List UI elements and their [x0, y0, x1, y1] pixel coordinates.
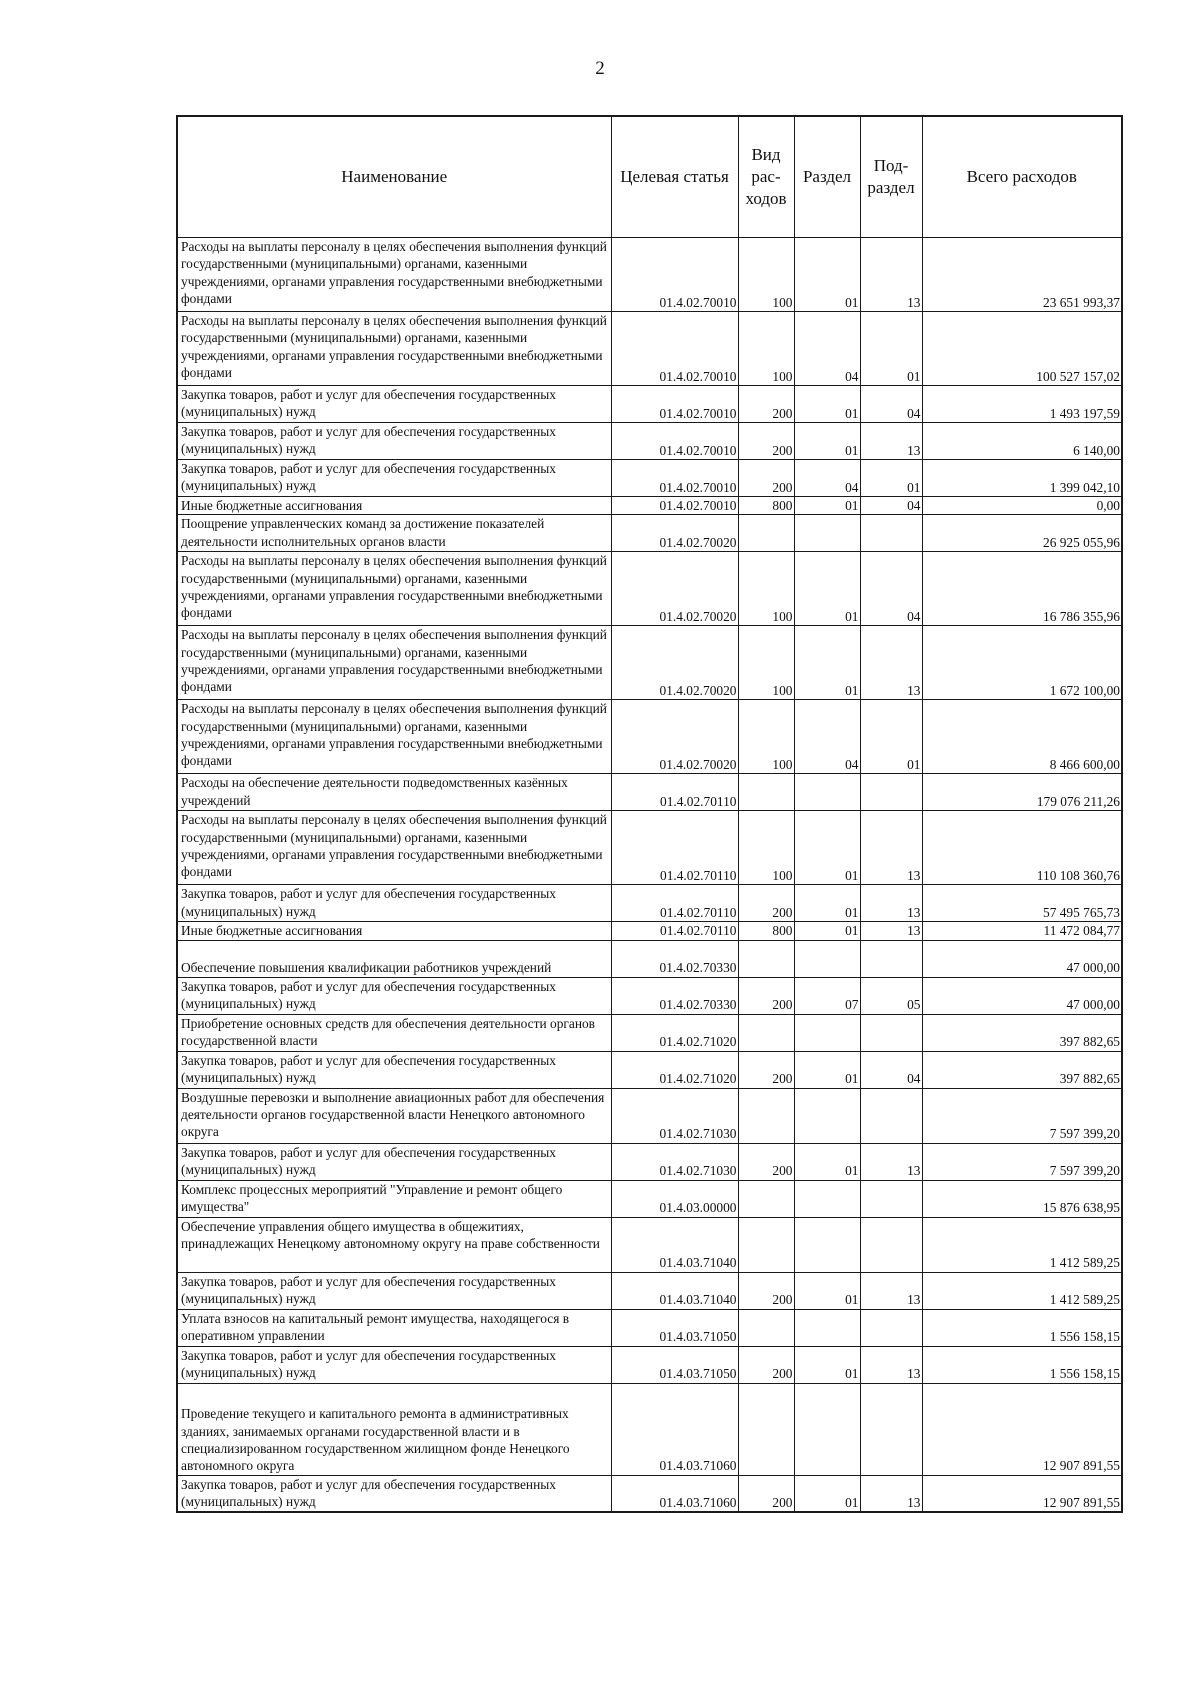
row-expense-kind	[738, 774, 794, 811]
row-total: 11 472 084,77	[922, 922, 1122, 940]
row-expense-kind	[738, 940, 794, 977]
header-row	[177, 116, 1122, 238]
table-row	[177, 386, 1122, 423]
header-total: Всего расходов	[922, 116, 1122, 238]
row-subsection: 04	[860, 552, 922, 626]
row-name: Расходы на выплаты персоналу в целях обеспечения выполнения функций государственными (муниципальными) органами, казенными учреждениями, органами управления государственными внебюджетными фондами	[177, 238, 611, 312]
row-expense-kind: 200	[738, 1475, 794, 1512]
row-name: Закупка товаров, работ и услуг для обеспечения государственных (муниципальных) нужд	[177, 1475, 611, 1512]
row-subsection: 13	[860, 238, 922, 312]
row-expense-kind: 200	[738, 885, 794, 922]
row-subsection: 13	[860, 922, 922, 940]
row-section: 04	[794, 700, 860, 774]
row-target-article: 01.4.03.71040	[611, 1217, 738, 1272]
row-section: 01	[794, 811, 860, 885]
row-subsection: 13	[860, 626, 922, 700]
row-name: Закупка товаров, работ и услуг для обеспечения государственных (муниципальных) нужд	[177, 1346, 611, 1383]
row-total: 179 076 211,26	[922, 774, 1122, 811]
table-row	[177, 238, 1122, 312]
row-target-article: 01.4.02.71030	[611, 1088, 738, 1143]
row-total: 6 140,00	[922, 423, 1122, 460]
row-name: Закупка товаров, работ и услуг для обеспечения государственных (муниципальных) нужд	[177, 1051, 611, 1088]
row-target-article: 01.4.03.71040	[611, 1272, 738, 1309]
row-name: Закупка товаров, работ и услуг для обеспечения государственных (муниципальных) нужд	[177, 977, 611, 1014]
table-row	[177, 1051, 1122, 1088]
table-row	[177, 552, 1122, 626]
table-row	[177, 1346, 1122, 1383]
row-name: Комплекс процессных мероприятий "Управление и ремонт общего имущества"	[177, 1180, 611, 1217]
row-total: 12 907 891,55	[922, 1383, 1122, 1475]
row-section	[794, 1383, 860, 1475]
row-section: 01	[794, 885, 860, 922]
row-total: 15 876 638,95	[922, 1180, 1122, 1217]
row-subsection: 13	[860, 1475, 922, 1512]
row-section: 01	[794, 1346, 860, 1383]
row-subsection	[860, 1217, 922, 1272]
row-name: Закупка товаров, работ и услуг для обеспечения государственных (муниципальных) нужд	[177, 885, 611, 922]
row-subsection: 13	[860, 1143, 922, 1180]
row-subsection: 13	[860, 423, 922, 460]
header-subsection: Под-раздел	[860, 116, 922, 238]
row-name: Закупка товаров, работ и услуг для обеспечения государственных (муниципальных) нужд	[177, 1272, 611, 1309]
row-total: 26 925 055,96	[922, 515, 1122, 552]
row-subsection: 01	[860, 312, 922, 386]
row-total: 1 672 100,00	[922, 626, 1122, 700]
table-row	[177, 977, 1122, 1014]
row-total: 110 108 360,76	[922, 811, 1122, 885]
row-section: 01	[794, 386, 860, 423]
row-name: Закупка товаров, работ и услуг для обеспечения государственных (муниципальных) нужд	[177, 1143, 611, 1180]
row-expense-kind: 200	[738, 977, 794, 1014]
row-expense-kind: 100	[738, 312, 794, 386]
row-total: 1 493 197,59	[922, 386, 1122, 423]
row-section	[794, 774, 860, 811]
row-section: 04	[794, 312, 860, 386]
row-expense-kind: 100	[738, 626, 794, 700]
row-section	[794, 1217, 860, 1272]
row-expense-kind	[738, 1180, 794, 1217]
row-expense-kind	[738, 1309, 794, 1346]
row-target-article: 01.4.02.70010	[611, 312, 738, 386]
row-expense-kind	[738, 515, 794, 552]
row-total: 47 000,00	[922, 940, 1122, 977]
row-subsection: 04	[860, 497, 922, 515]
row-total: 1 556 158,15	[922, 1346, 1122, 1383]
row-subsection: 05	[860, 977, 922, 1014]
row-total: 7 597 399,20	[922, 1143, 1122, 1180]
row-subsection	[860, 774, 922, 811]
row-target-article: 01.4.03.00000	[611, 1180, 738, 1217]
page-number: 2	[595, 58, 605, 79]
row-total: 23 651 993,37	[922, 238, 1122, 312]
row-name: Закупка товаров, работ и услуг для обеспечения государственных (муниципальных) нужд	[177, 460, 611, 497]
table-row	[177, 1383, 1122, 1475]
row-subsection	[860, 1180, 922, 1217]
row-section	[794, 515, 860, 552]
row-section	[794, 1014, 860, 1051]
table-row	[177, 1088, 1122, 1143]
row-subsection	[860, 1309, 922, 1346]
row-target-article: 01.4.02.70020	[611, 626, 738, 700]
table-row	[177, 626, 1122, 700]
row-target-article: 01.4.02.70010	[611, 460, 738, 497]
row-subsection	[860, 1383, 922, 1475]
row-subsection: 01	[860, 700, 922, 774]
row-section: 04	[794, 460, 860, 497]
header-name: Наименование	[177, 116, 611, 238]
row-name: Обеспечение управления общего имущества в общежитиях, принадлежащих Ненецкому автономному округу на праве собственности	[177, 1217, 611, 1272]
row-target-article: 01.4.02.71020	[611, 1014, 738, 1051]
row-expense-kind: 200	[738, 1346, 794, 1383]
row-name: Расходы на выплаты персоналу в целях обеспечения выполнения функций государственными (муниципальными) органами, казенными учреждениями, органами управления государственными внебюджетными фондами	[177, 700, 611, 774]
row-section: 01	[794, 1051, 860, 1088]
row-total: 7 597 399,20	[922, 1088, 1122, 1143]
row-total: 12 907 891,55	[922, 1475, 1122, 1512]
row-target-article: 01.4.02.71030	[611, 1143, 738, 1180]
table-row	[177, 312, 1122, 386]
row-section: 01	[794, 497, 860, 515]
row-section: 01	[794, 552, 860, 626]
table-row	[177, 1272, 1122, 1309]
table-row	[177, 1475, 1122, 1512]
row-name: Приобретение основных средств для обеспечения деятельности органов государственной власти	[177, 1014, 611, 1051]
table-row	[177, 1143, 1122, 1180]
row-target-article: 01.4.02.70010	[611, 386, 738, 423]
row-subsection: 13	[860, 1272, 922, 1309]
table-row	[177, 515, 1122, 552]
row-target-article: 01.4.02.70020	[611, 700, 738, 774]
row-subsection	[860, 515, 922, 552]
row-expense-kind: 100	[738, 700, 794, 774]
row-target-article: 01.4.03.71050	[611, 1346, 738, 1383]
row-name: Расходы на выплаты персоналу в целях обеспечения выполнения функций государственными (муниципальными) органами, казенными учреждениями, органами управления государственными внебюджетными фондами	[177, 626, 611, 700]
row-section	[794, 940, 860, 977]
row-target-article: 01.4.02.70010	[611, 238, 738, 312]
row-target-article: 01.4.02.70110	[611, 811, 738, 885]
row-name: Обеспечение повышения квалификации работников учреждений	[177, 940, 611, 977]
row-target-article: 01.4.03.71050	[611, 1309, 738, 1346]
table-row	[177, 885, 1122, 922]
row-total: 1 399 042,10	[922, 460, 1122, 497]
row-name: Расходы на выплаты персоналу в целях обеспечения выполнения функций государственными (муниципальными) органами, казенными учреждениями, органами управления государственными внебюджетными фондами	[177, 811, 611, 885]
row-expense-kind	[738, 1217, 794, 1272]
row-section: 01	[794, 1475, 860, 1512]
row-target-article: 01.4.02.70020	[611, 552, 738, 626]
row-section: 07	[794, 977, 860, 1014]
row-target-article: 01.4.02.70110	[611, 885, 738, 922]
row-subsection: 01	[860, 460, 922, 497]
row-target-article: 01.4.02.71020	[611, 1051, 738, 1088]
row-name: Поощрение управленческих команд за достижение показателей деятельности исполнительных органов власти	[177, 515, 611, 552]
row-expense-kind: 200	[738, 1272, 794, 1309]
row-subsection: 13	[860, 885, 922, 922]
row-target-article: 01.4.02.70020	[611, 515, 738, 552]
row-expense-kind	[738, 1088, 794, 1143]
row-expense-kind	[738, 1383, 794, 1475]
row-section: 01	[794, 238, 860, 312]
row-target-article: 01.4.02.70110	[611, 774, 738, 811]
row-subsection	[860, 1014, 922, 1051]
header-section: Раздел	[794, 116, 860, 238]
table-row	[177, 700, 1122, 774]
row-name: Иные бюджетные ассигнования	[177, 922, 611, 940]
row-expense-kind: 200	[738, 386, 794, 423]
row-name: Уплата взносов на капитальный ремонт имущества, находящегося в оперативном управлении	[177, 1309, 611, 1346]
table-row	[177, 423, 1122, 460]
row-target-article: 01.4.03.71060	[611, 1383, 738, 1475]
table-row	[177, 811, 1122, 885]
row-section	[794, 1180, 860, 1217]
row-name: Расходы на выплаты персоналу в целях обеспечения выполнения функций государственными (муниципальными) органами, казенными учреждениями, органами управления государственными внебюджетными фондами	[177, 552, 611, 626]
row-name: Иные бюджетные ассигнования	[177, 497, 611, 515]
row-total: 1 556 158,15	[922, 1309, 1122, 1346]
row-subsection	[860, 940, 922, 977]
row-total: 57 495 765,73	[922, 885, 1122, 922]
table-row	[177, 922, 1122, 940]
row-total: 8 466 600,00	[922, 700, 1122, 774]
row-total: 100 527 157,02	[922, 312, 1122, 386]
row-subsection	[860, 1088, 922, 1143]
row-section	[794, 1309, 860, 1346]
row-section: 01	[794, 922, 860, 940]
row-total: 47 000,00	[922, 977, 1122, 1014]
row-target-article: 01.4.02.70010	[611, 423, 738, 460]
table-row	[177, 1217, 1122, 1272]
row-total: 0,00	[922, 497, 1122, 515]
row-expense-kind: 800	[738, 497, 794, 515]
row-total: 1 412 589,25	[922, 1272, 1122, 1309]
table-row	[177, 774, 1122, 811]
row-expense-kind: 100	[738, 238, 794, 312]
row-name: Закупка товаров, работ и услуг для обеспечения государственных (муниципальных) нужд	[177, 386, 611, 423]
row-name: Закупка товаров, работ и услуг для обеспечения государственных (муниципальных) нужд	[177, 423, 611, 460]
row-target-article: 01.4.03.71060	[611, 1475, 738, 1512]
header-expense-kind: Вид рас-ходов	[738, 116, 794, 238]
row-total: 397 882,65	[922, 1051, 1122, 1088]
row-section: 01	[794, 1272, 860, 1309]
row-name: Воздушные перевозки и выполнение авиационных работ для обеспечения деятельности органов государственной власти Ненецкого автономного округа	[177, 1088, 611, 1143]
row-name: Расходы на обеспечение деятельности подведомственных казённых учреждений	[177, 774, 611, 811]
row-expense-kind	[738, 1014, 794, 1051]
row-name: Расходы на выплаты персоналу в целях обеспечения выполнения функций государственными (муниципальными) органами, казенными учреждениями, органами управления государственными внебюджетными фондами	[177, 312, 611, 386]
row-expense-kind: 200	[738, 460, 794, 497]
row-target-article: 01.4.02.70330	[611, 940, 738, 977]
row-section	[794, 1088, 860, 1143]
row-name: Проведение текущего и капитального ремонта в административных зданиях, занимаемых органами государственной власти и в специализированном государственном жилищном фонде Ненецкого автономного округа	[177, 1383, 611, 1475]
row-subsection: 13	[860, 811, 922, 885]
table-row	[177, 1180, 1122, 1217]
row-section: 01	[794, 1143, 860, 1180]
row-expense-kind: 200	[738, 1143, 794, 1180]
table-row	[177, 497, 1122, 515]
row-total: 397 882,65	[922, 1014, 1122, 1051]
row-expense-kind: 800	[738, 922, 794, 940]
budget-table	[176, 115, 1123, 1513]
row-total: 1 412 589,25	[922, 1217, 1122, 1272]
table-row	[177, 1014, 1122, 1051]
row-subsection: 04	[860, 1051, 922, 1088]
row-expense-kind: 100	[738, 552, 794, 626]
row-expense-kind: 200	[738, 1051, 794, 1088]
row-target-article: 01.4.02.70110	[611, 922, 738, 940]
row-target-article: 01.4.02.70010	[611, 497, 738, 515]
row-section: 01	[794, 423, 860, 460]
table-row	[177, 940, 1122, 977]
header-target-article: Целевая статья	[611, 116, 738, 238]
row-total: 16 786 355,96	[922, 552, 1122, 626]
row-section: 01	[794, 626, 860, 700]
row-subsection: 13	[860, 1346, 922, 1383]
row-target-article: 01.4.02.70330	[611, 977, 738, 1014]
row-expense-kind: 200	[738, 423, 794, 460]
table-row	[177, 1309, 1122, 1346]
row-expense-kind: 100	[738, 811, 794, 885]
row-subsection: 04	[860, 386, 922, 423]
table-row	[177, 460, 1122, 497]
